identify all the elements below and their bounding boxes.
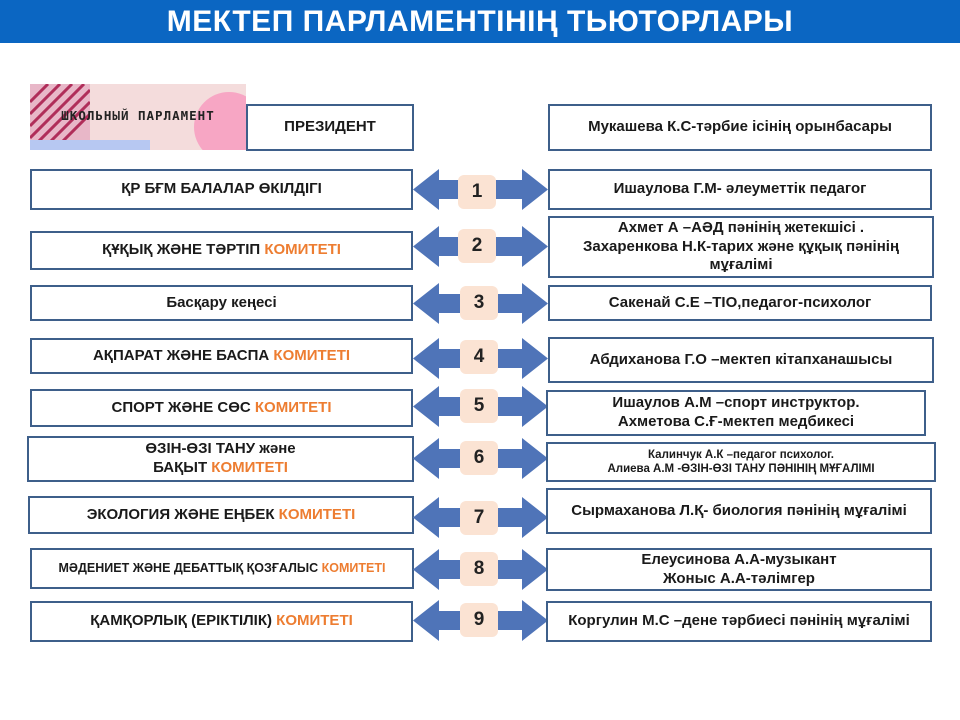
tutor-line: Коргулин М.С –дене тәрбиесі пәнінің мұғалімі [568, 612, 910, 630]
tutor-line: Абдиханова Г.О –мектеп кітапханашысы [589, 350, 893, 368]
president-label: ПРЕЗИДЕНТ [284, 118, 376, 136]
logo-text: ШКОЛЬНЫЙ ПАРЛАМЕНТ [61, 108, 215, 123]
tutor-line: Калинчук А.К –педагог психолог. [648, 448, 834, 461]
committee-box-5 [30, 389, 413, 427]
tutor-box-4 [548, 337, 934, 383]
number-badge-9: 9 [460, 603, 498, 637]
tutor-line: Ишаулова Г.М- әлеуметтік педагог [613, 180, 867, 198]
tutor-line: Елеусинова А.А-музыкант [641, 550, 837, 568]
number-badge-3: 3 [460, 286, 498, 320]
committee-label-3: Басқару кеңесі [166, 293, 277, 311]
committee-highlight-7: КОМИТЕТІ [278, 505, 356, 523]
number-badge-5: 5 [460, 389, 498, 423]
deputy-label: Мукашева К.С-тәрбие ісінің орынбасары [588, 118, 892, 136]
committee-label-6: ӨЗІН-ӨЗІ ТАНУ және [145, 440, 296, 458]
committee-label-9: ҚАМҚОРЛЫҚ (ЕРІКТІЛІК) [90, 612, 272, 630]
committee-label-2: ҚҰҚЫҚ ЖӘНЕ ТӘРТІП [102, 241, 261, 259]
committee-highlight-8: КОМИТЕТІ [321, 560, 386, 575]
committee-box-1 [30, 169, 413, 210]
deputy-box [548, 104, 932, 151]
committee-highlight-9: КОМИТЕТІ [276, 612, 353, 630]
tutor-box-1 [548, 169, 932, 210]
tutor-line: Алиева А.М -ӨЗІН-ӨЗІ ТАНУ ПӘНІНІҢ МҰҒАЛІМІ [607, 463, 875, 475]
tutor-box-6 [546, 442, 936, 482]
committee-box-6 [27, 436, 414, 482]
number-badge-7: 7 [460, 501, 498, 535]
tutor-box-9 [546, 601, 932, 642]
tutor-line: Ахмет А –АӘД пәнінің жетекшісі . [617, 218, 865, 236]
tutor-line: Захаренкова Н.К-тарих және құқық пәнінің мұғалімі [582, 237, 900, 274]
number-badge-8: 8 [460, 552, 498, 586]
committee-box-4 [30, 338, 413, 374]
committee-label-5: СПОРТ ЖӘНЕ СӨС [111, 398, 251, 416]
number-badge-6: 6 [460, 441, 498, 475]
committee-box-9 [30, 601, 413, 642]
committee-highlight-5: КОМИТЕТІ [254, 398, 332, 416]
president-box [246, 104, 414, 151]
committee-label-4: АҚПАРАТ ЖӘНЕ БАСПА [92, 346, 270, 364]
committee-label-8: МӘДЕНИЕТ ЖӘНЕ ДЕБАТТЫҚ ҚОЗҒАЛЫС [58, 560, 319, 575]
committee-box-2 [30, 231, 413, 270]
committee-highlight-2: КОМИТЕТІ [264, 241, 341, 259]
page-title: МЕКТЕП ПАРЛАМЕНТІНІҢ ТЬЮТОРЛАРЫ [0, 0, 960, 43]
tutor-box-2 [548, 216, 934, 278]
committee-highlight-6: КОМИТЕТІ [211, 459, 288, 476]
tutor-box-3 [548, 285, 932, 321]
tutor-box-7 [546, 488, 932, 534]
tutor-box-5 [546, 390, 926, 436]
committee-label-6b: БАҚЫТ [153, 459, 208, 476]
committee-box-7 [28, 496, 414, 534]
blue-band-decoration [30, 140, 150, 150]
committee-box-8 [30, 548, 414, 589]
committee-label-7: ЭКОЛОГИЯ ЖӘНЕ ЕҢБЕК [86, 505, 275, 523]
committee-highlight-4: КОМИТЕТІ [273, 346, 351, 364]
number-badge-2: 2 [458, 229, 496, 263]
tutor-line: Ишаулов А.М –спорт инструктор. [612, 394, 860, 412]
tutor-line: Сакенай С.Е –ТІО,педагог-психолог [608, 293, 872, 311]
committee-label-1: ҚР БҒМ БАЛАЛАР ӨКІЛДІГІ [121, 180, 322, 198]
tutor-line: Сырмаханова Л.Қ- биология пәнінің мұғалімі [571, 501, 907, 519]
number-badge-1: 1 [458, 175, 496, 209]
number-badge-4: 4 [460, 340, 498, 374]
tutor-line: Жоныс А.А-тәлімгер [663, 569, 815, 587]
school-parliament-logo [30, 84, 246, 150]
tutor-box-8 [546, 548, 932, 591]
committee-box-3 [30, 285, 413, 321]
tutor-line: Ахметова С.Ғ-мектеп медбикесі [617, 413, 855, 430]
